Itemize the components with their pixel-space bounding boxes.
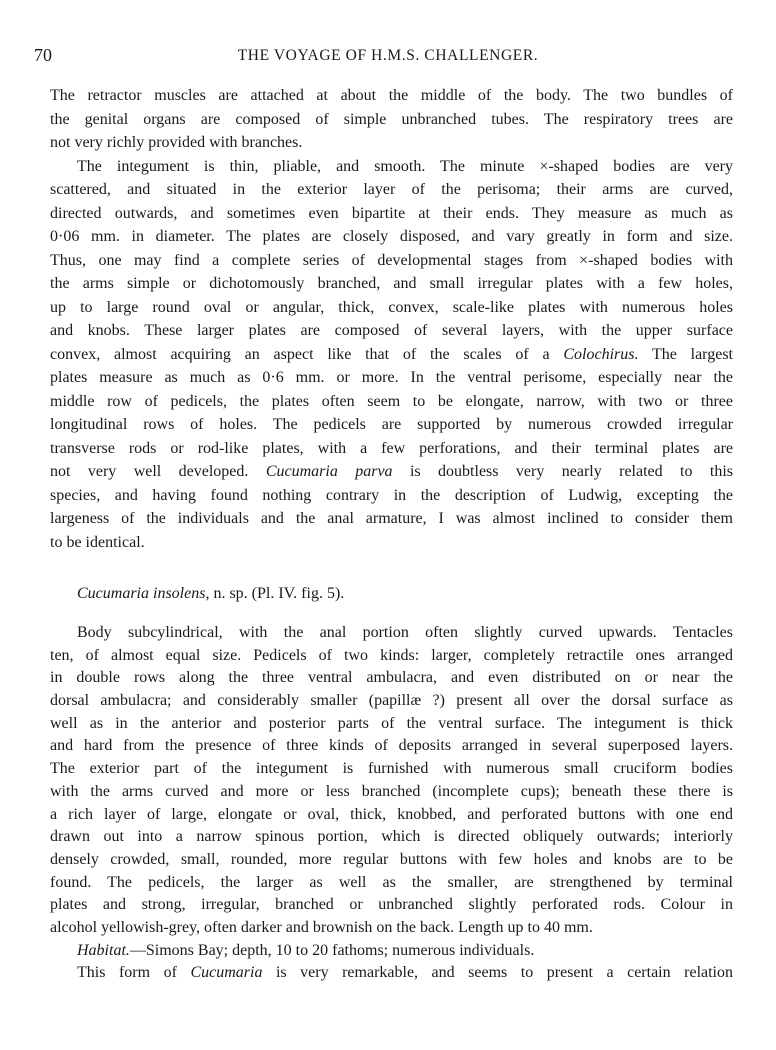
text-segment: densely crowded, small, rounded, more regular buttons with few holes and knobs are to be	[50, 850, 733, 868]
text-line	[50, 390, 733, 414]
body-text-section-2	[50, 622, 733, 985]
text-segment: is very remarkable, and seems to present a certain relation	[262, 964, 734, 982]
text-line	[50, 894, 733, 917]
text-line	[50, 296, 733, 320]
italic-text: Cucumaria	[190, 964, 263, 982]
text-segment: scattered, and situated in the exterior layer of the perisoma; their arms are curved,	[50, 181, 733, 198]
page-number: 70	[34, 45, 52, 65]
italic-text: Colochirus.	[563, 345, 639, 363]
text-segment: the genital organs are composed of simple unbranched tubes. The respiratory trees are	[50, 110, 733, 128]
text-segment: species, and having found nothing contrary in the description of Ludwig, excepting the	[50, 486, 733, 504]
text-line	[50, 940, 733, 963]
text-segment: transverse rods or rod-like plates, with a few perforations, and their terminal plates are	[50, 439, 733, 457]
text-segment: Body subcylindrical, with the anal portion often slightly curved upwards. Tentacles	[77, 624, 733, 641]
text-line	[50, 645, 733, 668]
text-line	[50, 202, 733, 226]
text-segment: and hard from the presence of three kinds of deposits arranged in several superposed layers.	[50, 737, 733, 755]
text-segment: —Simons Bay; depth, 10 to 20 fathoms; numerous individuals.	[129, 941, 535, 959]
text-segment: The exterior part of the integument is furnished with numerous small cruciform bodies	[50, 760, 733, 778]
text-line	[50, 343, 733, 367]
text-segment: The largest	[638, 345, 733, 363]
running-title: THE VOYAGE OF H.M.S. CHALLENGER.	[237, 47, 539, 64]
text-line	[50, 108, 733, 132]
text-segment: a rich layer of large, elongate or oval, thick, knobbed, and perforated buttons with one end	[50, 805, 733, 823]
text-line	[50, 804, 733, 827]
text-segment: The retractor muscles are attached at about the middle of the body. The two bundles of	[50, 87, 733, 104]
text-line	[50, 758, 733, 781]
text-segment: up to large round oval or angular, thick, convex, scale-like plates with numerous holes	[50, 298, 733, 316]
text-segment: alcohol yellowish-grey, often darker and brownish on the back. Length up to 40 mm.	[50, 918, 593, 936]
text-line	[50, 84, 733, 108]
text-segment: drawn out into a narrow spinous portion, which is directed obliquely outwards; interiorly	[50, 828, 733, 846]
text-segment: to be identical.	[50, 533, 145, 551]
text-line	[50, 131, 733, 155]
species-heading-rest: , n. sp. (Pl. IV. fig. 5).	[205, 585, 345, 602]
text-line	[50, 413, 733, 437]
text-segment: 0·06 mm. in diameter. The plates are closely disposed, and vary greatly in form and size.	[50, 228, 733, 245]
text-line	[50, 437, 733, 461]
text-line	[50, 366, 733, 390]
text-line	[50, 962, 733, 985]
text-segment: The integument is thin, pliable, and smooth. The minute ×-shaped bodies are very	[77, 157, 733, 175]
text-line	[50, 849, 733, 872]
text-line	[50, 319, 733, 343]
text-segment: plates measure as much as 0·6 mm. or more. In the ventral perisome, especially near the	[50, 369, 733, 386]
text-segment: and knobs. These larger plates are composed of several layers, with the upper surface	[50, 322, 733, 339]
text-segment: well as in the anterior and posterior parts of the ventral surface. The integument is thick	[50, 714, 733, 732]
text-segment: in double rows along the three ventral ambulacra, and even distributed on or near the	[50, 669, 733, 687]
text-segment: the arms simple or dichotomously branched, and small irregular plates with a few holes,	[50, 275, 733, 292]
text-line	[50, 460, 733, 484]
text-line	[50, 735, 733, 758]
text-segment: dorsal ambulacra; and considerably smaller (papillæ ?) present all over the dorsal surface as	[50, 692, 733, 710]
text-line	[50, 781, 733, 804]
text-line	[50, 713, 733, 736]
text-line	[50, 225, 733, 249]
text-line	[50, 917, 733, 940]
text-line	[50, 667, 733, 690]
text-line	[50, 690, 733, 713]
text-line	[50, 622, 733, 645]
text-segment: is doubtless very nearly related to this	[392, 463, 734, 480]
text-line	[50, 826, 733, 849]
text-segment: Thus, one may find a complete series of developmental stages from ×-shaped bodies with	[50, 251, 733, 269]
body-text-section-1	[50, 84, 733, 554]
species-heading	[77, 585, 344, 603]
text-segment: not very richly provided with branches.	[50, 134, 303, 151]
text-line	[50, 507, 733, 531]
text-segment: This form of	[77, 964, 191, 982]
text-segment: not very well developed.	[50, 463, 266, 480]
species-name: Cucumaria insolens	[77, 585, 206, 602]
text-segment: with the arms curved and more or less branched (incomplete cups); beneath these there is	[50, 782, 733, 800]
italic-text: Habitat.	[77, 941, 130, 959]
text-line	[50, 249, 733, 273]
text-segment: longitudinal rows of holes. The pedicels are supported by numerous crowded irregular	[50, 416, 733, 433]
text-line	[50, 272, 733, 296]
text-line	[50, 178, 733, 202]
text-segment: directed outwards, and sometimes even bipartite at their ends. They measure as much as	[50, 204, 733, 222]
text-segment: largeness of the individuals and the anal armature, I was almost inclined to consider them	[50, 510, 733, 527]
text-line	[50, 872, 733, 895]
text-segment: found. The pedicels, the larger as well as the smaller, are strengthened by terminal	[50, 873, 733, 891]
text-segment: plates and strong, irregular, branched or unbranched slightly perforated rods. Colour in	[50, 896, 733, 914]
italic-text: Cucumaria parva	[265, 463, 393, 480]
text-segment: middle row of pedicels, the plates often seem to be elongate, narrow, with two or three	[50, 392, 733, 410]
text-segment: convex, almost acquiring an aspect like that of the scales of a	[50, 345, 564, 363]
text-line	[50, 155, 733, 179]
text-line	[50, 484, 733, 508]
text-line	[50, 531, 733, 555]
text-segment: ten, of almost equal size. Pedicels of two kinds: larger, completely retractile ones arranged	[50, 646, 733, 664]
